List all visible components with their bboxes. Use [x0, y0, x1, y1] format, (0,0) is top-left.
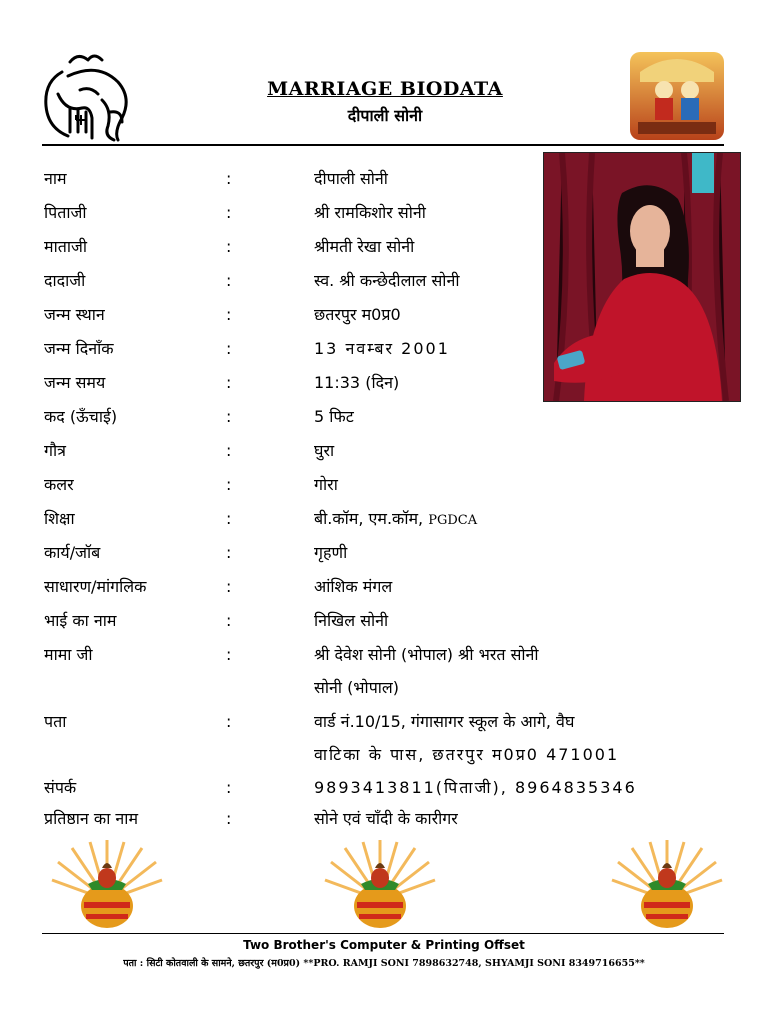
detail-value: श्री रामकिशोर सोनी	[314, 203, 426, 222]
detail-label: जन्म स्थान	[44, 305, 105, 324]
detail-row-father	[44, 196, 734, 229]
detail-label: मामा जी	[44, 645, 93, 664]
detail-label: जन्म समय	[44, 373, 106, 392]
detail-colon: :	[226, 543, 232, 562]
detail-row-height	[44, 400, 734, 433]
kalash-icon	[317, 840, 443, 932]
detail-label: पता	[44, 712, 67, 731]
detail-row-education	[44, 502, 734, 535]
detail-label: पिताजी	[44, 203, 87, 222]
detail-value: गृहणी	[314, 543, 348, 562]
detail-row-manglik	[44, 570, 734, 603]
detail-value: स्व. श्री कन्छेदीलाल सोनी	[314, 271, 460, 290]
bride-name-heading: दीपाली सोनी	[347, 106, 423, 125]
detail-value: 9893413811(पिताजी), 8964835346	[314, 778, 637, 797]
detail-colon: :	[226, 373, 232, 392]
detail-value	[314, 502, 734, 537]
detail-row-mother	[44, 230, 734, 263]
detail-colon: :	[226, 712, 232, 731]
detail-row-business	[44, 802, 734, 835]
document-title: MARRIAGE BIODATA	[267, 78, 503, 100]
detail-row-maternal-uncle	[44, 638, 734, 697]
detail-label: कार्य/जॉब	[44, 543, 101, 562]
detail-value: निखिल सोनी	[314, 611, 389, 630]
detail-colon: :	[226, 271, 232, 290]
detail-colon: :	[226, 475, 232, 494]
education-extra: PGDCA	[428, 513, 478, 528]
detail-colon: :	[226, 809, 232, 828]
detail-row-occupation	[44, 536, 734, 569]
detail-row-gotra	[44, 434, 734, 467]
printer-address: पता : सिटी कोतवाली के सामने, छतरपुर (म0प्र0) **PRO. RAMJI SONI 7898632748, SHYAMJI SONI 8349716655**	[123, 958, 645, 969]
footer-divider	[42, 933, 724, 934]
detail-value: सोने एवं चाँदी के कारीगर	[314, 809, 458, 828]
detail-label: गौत्र	[44, 441, 66, 460]
ganesha-logo-icon	[40, 50, 136, 142]
detail-label: प्रतिष्ठान का नाम	[44, 809, 139, 828]
detail-label: साधारण/मांगलिक	[44, 577, 147, 596]
detail-colon: :	[226, 203, 232, 222]
detail-value: गोरा	[314, 475, 338, 494]
detail-colon: :	[226, 611, 232, 630]
detail-value: श्रीमती रेखा सोनी	[314, 237, 415, 256]
detail-label: संपर्क	[44, 778, 77, 797]
detail-colon: :	[226, 237, 232, 256]
detail-value: वार्ड नं.10/15, गंगासागर स्कूल के आगे, वैघ	[314, 712, 575, 731]
detail-label: कलर	[44, 475, 74, 494]
detail-label: नाम	[44, 169, 67, 188]
detail-row-grandfather	[44, 264, 734, 297]
detail-label: कद (ऊँचाई)	[44, 407, 118, 426]
education-degrees: बी.कॉम, एम.कॉम,	[314, 509, 424, 528]
detail-label: शिक्षा	[44, 509, 75, 528]
kalash-icon	[604, 840, 730, 932]
detail-value: श्री देवेश सोनी (भोपाल) श्री भरत सोनी	[314, 645, 539, 664]
detail-value: 13 नवम्बर 2001	[314, 339, 450, 358]
detail-row-birthdate	[44, 332, 734, 365]
detail-row-address	[44, 705, 734, 764]
detail-row-brother	[44, 604, 734, 637]
detail-colon: :	[226, 577, 232, 596]
detail-row-complexion	[44, 468, 734, 501]
detail-row-birthplace	[44, 298, 734, 331]
detail-row-contact	[44, 771, 734, 804]
detail-label: भाई का नाम	[44, 611, 117, 630]
detail-value: 5 फिट	[314, 407, 354, 426]
detail-value: आंशिक मंगल	[314, 577, 393, 596]
printer-name: Two Brother's Computer & Printing Offset	[243, 938, 525, 952]
detail-colon: :	[226, 305, 232, 324]
header-divider	[42, 144, 724, 146]
deity-picture	[630, 52, 724, 140]
detail-row-name	[44, 162, 734, 195]
detail-label: दादाजी	[44, 271, 86, 290]
detail-value: छतरपुर म0प्र0	[314, 305, 401, 324]
detail-value: दीपाली सोनी	[314, 169, 388, 188]
detail-colon: :	[226, 339, 232, 358]
detail-value-line2: सोनी (भोपाल)	[314, 678, 400, 697]
kalash-icon	[44, 840, 170, 932]
detail-colon: :	[226, 509, 232, 528]
detail-colon: :	[226, 169, 232, 188]
detail-value: 11:33 (दिन)	[314, 373, 400, 392]
detail-label: जन्म दिनाँक	[44, 339, 114, 358]
detail-colon: :	[226, 645, 232, 664]
detail-label: माताजी	[44, 237, 87, 256]
detail-colon: :	[226, 441, 232, 460]
detail-colon: :	[226, 778, 232, 797]
detail-colon: :	[226, 407, 232, 426]
detail-value-line2: वाटिका के पास, छतरपुर म0प्र0 471001	[314, 745, 620, 764]
detail-row-birthtime	[44, 366, 734, 399]
detail-value: घुरा	[314, 441, 335, 460]
